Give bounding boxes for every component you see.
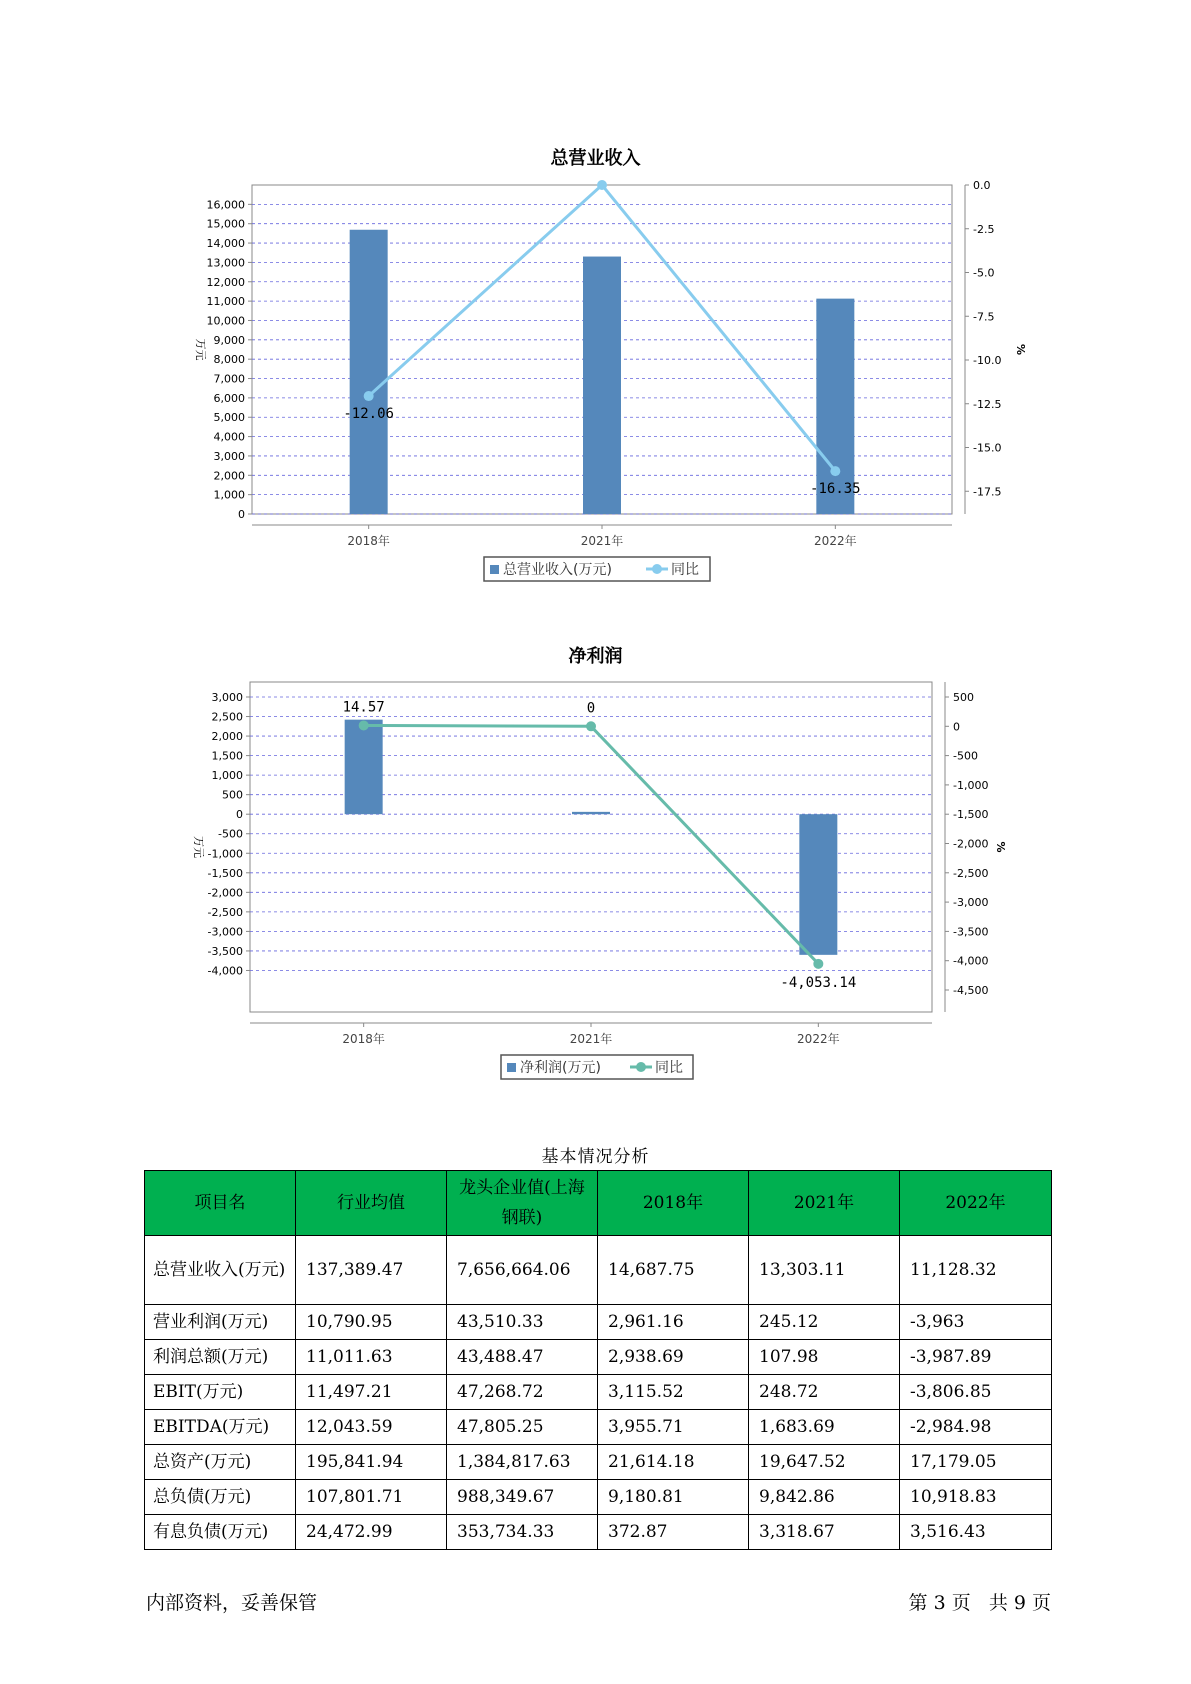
table-row <box>145 1236 1052 1305</box>
legend-bar-swatch <box>507 1063 516 1072</box>
y-tick-label: 8,000 <box>213 353 245 367</box>
table-row <box>145 1305 1052 1340</box>
line-point <box>813 959 823 969</box>
line-point <box>359 720 369 730</box>
table-cell: -3,963 <box>900 1305 1052 1340</box>
table-row-label: 营业利润(万元) <box>145 1305 296 1340</box>
table-cell: 43,510.33 <box>447 1305 598 1340</box>
table-row-label: 总负债(万元) <box>145 1480 296 1515</box>
table-cell: 3,115.52 <box>598 1375 749 1410</box>
x-tick-label: 2022年 <box>814 534 857 548</box>
y2-tick-label: -1,000 <box>953 778 989 792</box>
y-tick-label: 0 <box>236 808 243 822</box>
table-cell: 195,841.94 <box>296 1445 447 1480</box>
table-title: 基本情况分析 <box>541 1147 650 1167</box>
y2-tick-label: -17.5 <box>973 485 1002 499</box>
table-cell: 2,938.69 <box>598 1340 749 1375</box>
y-tick-label: 1,500 <box>211 749 243 763</box>
x-tick-label: 2021年 <box>580 534 624 548</box>
table-cell: 13,303.11 <box>749 1236 900 1305</box>
table-header-cell: 2018年 <box>598 1171 749 1236</box>
table-cell: 24,472.99 <box>296 1515 447 1550</box>
y2-tick-label: -3,500 <box>953 925 989 939</box>
table-cell: 107,801.71 <box>296 1480 447 1515</box>
table-row <box>145 1515 1052 1550</box>
y-tick-label: -3,000 <box>207 925 243 939</box>
y-tick-label: 6,000 <box>213 391 245 405</box>
table-cell: 2,961.16 <box>598 1305 749 1340</box>
table-cell: 7,656,664.06 <box>447 1236 598 1305</box>
table-cell: 21,614.18 <box>598 1445 749 1480</box>
legend-label: 净利润(万元) <box>520 1060 601 1076</box>
y2-tick-label: 500 <box>953 691 974 704</box>
x-tick-label: 2018年 <box>347 534 390 548</box>
line-point <box>586 721 596 731</box>
table-cell: 47,805.25 <box>447 1410 598 1445</box>
y-tick-label: 1,000 <box>211 769 243 783</box>
y-tick-label: -4,000 <box>207 964 243 978</box>
table-header-cell: 行业均值 <box>296 1171 447 1236</box>
footer-confidential-note: 内部资料，妥善保管 <box>146 1592 318 1614</box>
table-cell: -3,806.85 <box>900 1375 1052 1410</box>
y-tick-label: 11,000 <box>206 295 245 309</box>
y2-tick-label: -15.0 <box>973 441 1002 455</box>
bar <box>572 812 610 814</box>
data-label: -16.35 <box>810 481 861 498</box>
legend-label: 同比 <box>671 562 699 578</box>
y-tick-label: 0 <box>238 508 245 521</box>
y-tick-label: -500 <box>218 827 243 841</box>
chart1-title: 总营业收入 <box>550 148 641 169</box>
table-header-cell: 2022年 <box>900 1171 1052 1236</box>
y-tick-label: -2,000 <box>207 886 243 900</box>
y2-tick-label: -3,000 <box>953 896 989 910</box>
table-row <box>145 1375 1052 1410</box>
table-cell: -3,987.89 <box>900 1340 1052 1375</box>
table-header-row <box>145 1171 1052 1236</box>
table-cell: 47,268.72 <box>447 1375 598 1410</box>
footer-page-number: 第 3 页 共 9 页 <box>908 1592 1051 1614</box>
table-row-label: EBITDA(万元) <box>145 1410 296 1445</box>
table-cell: 43,488.47 <box>447 1340 598 1375</box>
table-row <box>145 1410 1052 1445</box>
y-tick-label: 4,000 <box>213 430 245 444</box>
y-tick-label: 9,000 <box>213 333 245 347</box>
table-cell: 245.12 <box>749 1305 900 1340</box>
y-tick-label: 3,000 <box>211 691 243 704</box>
y-tick-label: 3,000 <box>213 449 245 463</box>
table-cell: 11,128.32 <box>900 1236 1052 1305</box>
table-cell: 11,011.63 <box>296 1340 447 1375</box>
y-tick-label: -1,000 <box>207 847 243 861</box>
y2-tick-label: -2.5 <box>973 222 995 236</box>
y-tick-label: 5,000 <box>213 411 245 425</box>
x-tick-label: 2022年 <box>797 1032 840 1046</box>
y2-tick-label: 0.0 <box>973 179 991 192</box>
basic-analysis-table <box>144 1170 1052 1550</box>
y-tick-label: 12,000 <box>206 275 245 289</box>
table-cell: 3,516.43 <box>900 1515 1052 1550</box>
table-cell: 988,349.67 <box>447 1480 598 1515</box>
table-cell: 353,734.33 <box>447 1515 598 1550</box>
y2-tick-label: -7.5 <box>973 310 995 324</box>
y-tick-label: 2,000 <box>213 469 245 483</box>
y-tick-label: -1,500 <box>207 866 243 880</box>
data-label: 14.57 <box>342 699 385 716</box>
y2-tick-label: -10.0 <box>973 354 1002 367</box>
y2-tick-label: -500 <box>953 749 978 763</box>
legend-line-marker <box>636 1062 646 1072</box>
legend-label: 总营业收入(万元) <box>503 562 612 578</box>
table-header-cell: 龙头企业值(上海钢联) <box>447 1171 598 1236</box>
table-cell: 9,180.81 <box>598 1480 749 1515</box>
y2-tick-label: -5.0 <box>973 266 995 280</box>
y-tick-label: 500 <box>222 788 243 802</box>
y-tick-label: -2,500 <box>207 905 243 919</box>
y-tick-label: 2,000 <box>211 730 243 744</box>
bar <box>345 720 383 815</box>
chart2-title: 净利润 <box>568 646 623 667</box>
y2-tick-label: -4,500 <box>953 984 989 997</box>
y2-tick-label: -2,500 <box>953 866 989 880</box>
table-cell: 17,179.05 <box>900 1445 1052 1480</box>
table-cell: 19,647.52 <box>749 1445 900 1480</box>
table-cell: 248.72 <box>749 1375 900 1410</box>
table-cell: 10,790.95 <box>296 1305 447 1340</box>
y-tick-label: 7,000 <box>213 372 245 386</box>
y2-tick-label: -2,000 <box>953 837 989 851</box>
table-row <box>145 1480 1052 1515</box>
table-cell: 372.87 <box>598 1515 749 1550</box>
table-header-cell: 项目名 <box>145 1171 296 1236</box>
table-cell: -2,984.98 <box>900 1410 1052 1445</box>
table-header-cell: 2021年 <box>749 1171 900 1236</box>
table-cell: 14,687.75 <box>598 1236 749 1305</box>
table-cell: 137,389.47 <box>296 1236 447 1305</box>
data-label: -12.06 <box>343 406 394 423</box>
table-cell: 10,918.83 <box>900 1480 1052 1515</box>
table-row-label: EBIT(万元) <box>145 1375 296 1410</box>
y-tick-label: 10,000 <box>206 314 245 328</box>
y2-axis-title: % <box>994 841 1007 853</box>
bar <box>799 814 837 955</box>
y-tick-label: 2,500 <box>211 710 243 724</box>
y2-tick-label: -4,000 <box>953 954 989 968</box>
table-row <box>145 1340 1052 1375</box>
table-row-label: 有息负债(万元) <box>145 1515 296 1550</box>
table-cell: 1,683.69 <box>749 1410 900 1445</box>
table-cell: 3,318.67 <box>749 1515 900 1550</box>
table-cell: 1,384,817.63 <box>447 1445 598 1480</box>
y-tick-label: 16,000 <box>206 198 245 212</box>
x-tick-label: 2021年 <box>569 1032 613 1046</box>
table-cell: 11,497.21 <box>296 1375 447 1410</box>
y-tick-label: 14,000 <box>206 237 245 251</box>
y2-tick-label: -1,500 <box>953 808 989 822</box>
table-row-label: 利润总额(万元) <box>145 1340 296 1375</box>
y-tick-label: 15,000 <box>206 217 245 231</box>
y-axis-title: 万元 <box>194 338 207 361</box>
y2-tick-label: -12.5 <box>973 397 1002 411</box>
y2-tick-label: 0 <box>953 720 960 734</box>
table-row-label: 总营业收入(万元) <box>145 1236 296 1305</box>
table-row-label: 总资产(万元) <box>145 1445 296 1480</box>
y-axis-title: 万元 <box>192 836 205 858</box>
legend-label: 同比 <box>655 1060 683 1076</box>
table-row <box>145 1445 1052 1480</box>
table-cell: 3,955.71 <box>598 1410 749 1445</box>
data-label: -4,053.14 <box>780 974 857 991</box>
data-label: 0 <box>586 700 596 717</box>
x-tick-label: 2018年 <box>342 1032 385 1046</box>
table-cell: 9,842.86 <box>749 1480 900 1515</box>
table-cell: 12,043.59 <box>296 1410 447 1445</box>
y-tick-label: -3,500 <box>207 944 243 958</box>
y2-axis-title: % <box>1014 343 1027 356</box>
y-tick-label: 1,000 <box>213 488 245 502</box>
table-cell: 107.98 <box>749 1340 900 1375</box>
y-tick-label: 13,000 <box>206 256 245 270</box>
